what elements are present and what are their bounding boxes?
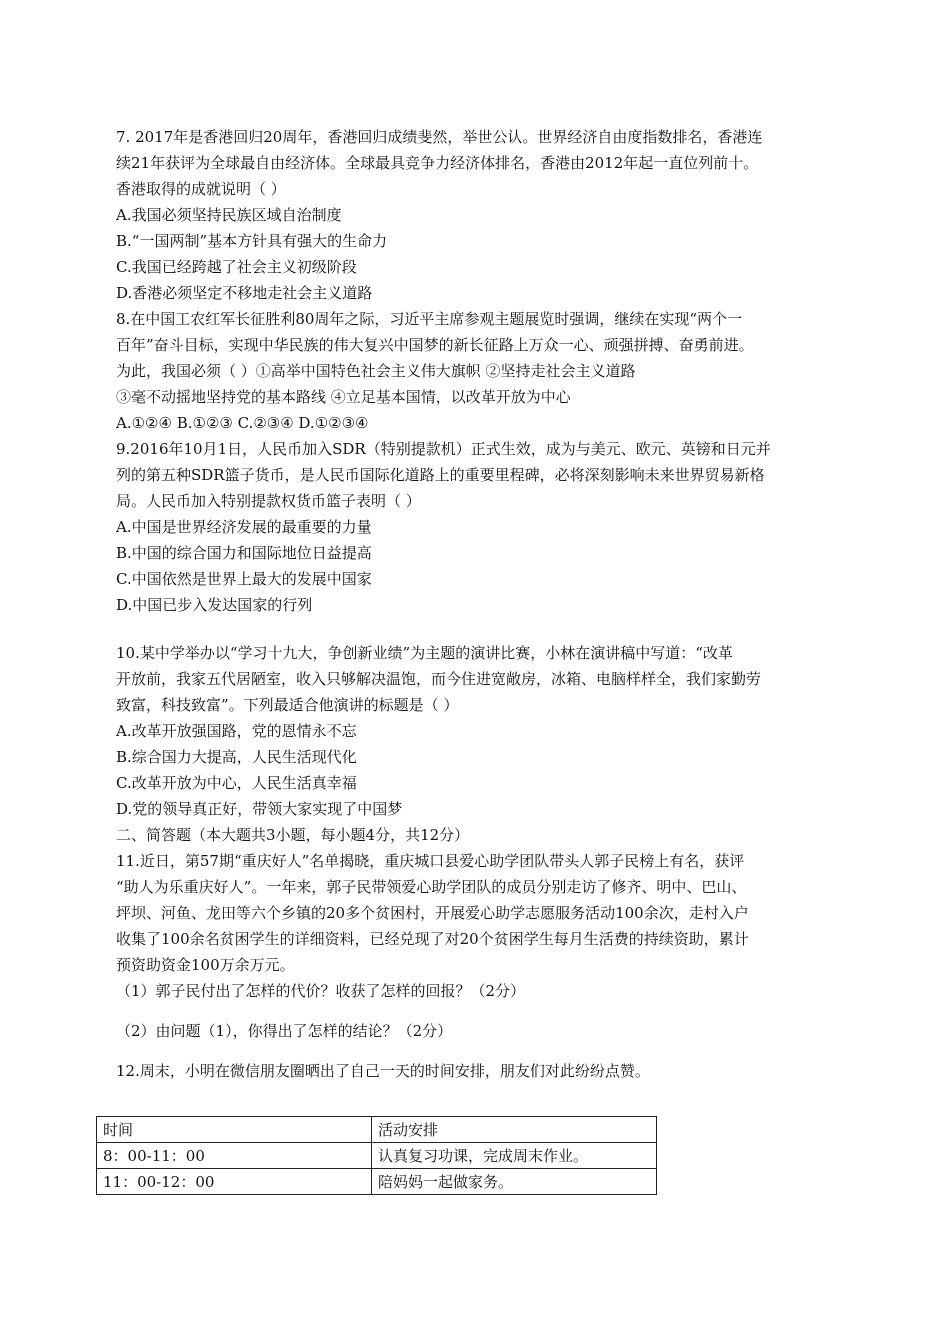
- question-7-line: 香港取得的成就说明（ ）: [116, 180, 286, 198]
- question-8-options: A.①②④ B.①②③ C.②③④ D.①②③④: [116, 414, 369, 432]
- question-10: [116, 640, 846, 822]
- question-7-line: 续21年获评为全球最自由经济体。全球最具竞争力经济体排名，香港由2012年起一直位列前十。: [116, 154, 759, 172]
- question-9-option-b: B.中国的综合国力和国际地位日益提高: [116, 544, 372, 562]
- spacer: [116, 618, 846, 640]
- question-11: [116, 848, 846, 1044]
- table-cell-activity: 认真复习功课，完成周末作业。: [372, 1143, 657, 1169]
- question-9-option-d: D.中国已步入发达国家的行列: [116, 596, 313, 614]
- question-8-line: 为此，我国必须（ ）①高举中国特色社会主义伟大旗帜 ②坚持走社会主义道路: [116, 362, 636, 380]
- table-cell-activity: 陪妈妈一起做家务。: [372, 1169, 657, 1195]
- exam-page: [116, 124, 846, 1084]
- question-7-line: 7. 2017年是香港回归20周年，香港回归成绩斐然，举世公认。世界经济自由度指数排名，香港连: [116, 128, 763, 146]
- question-10-option-b: B.综合国力大提高，人民生活现代化: [116, 748, 357, 766]
- question-9-line: 局。人民币加入特别提款权货币篮子表明（ ）: [116, 492, 421, 510]
- question-10-line: 致富，科技致富”。下列最适合他演讲的标题是（ ）: [116, 696, 459, 714]
- answer-space: [116, 1004, 846, 1018]
- question-11-sub-2: （2）由问题（1），你得出了怎样的结论？（2分）: [116, 1022, 453, 1040]
- question-10-option-d: D.党的领导真正好，带领大家实现了中国梦: [116, 800, 403, 818]
- question-9-option-a: A.中国是世界经济发展的最重要的力量: [116, 518, 372, 536]
- question-11-line: “助人为乐重庆好人”。一年来，郭子民带领爱心助学团队的成员分别走访了修齐、明中、巴山、: [116, 878, 747, 896]
- table-header-row: [97, 1117, 657, 1143]
- question-10-line: 10.某中学举办以“学习十九大，争创新业绩”为主题的演讲比赛，小林在演讲稿中写道：“改革: [116, 644, 733, 662]
- question-7: [116, 124, 846, 306]
- schedule-table: [96, 1116, 657, 1195]
- section-2-heading: 二、简答题（本大题共3小题，每小题4分，共12分）: [116, 826, 470, 844]
- table-cell-time: 8：00-11：00: [97, 1143, 372, 1169]
- question-9-line: 9.2016年10月1日，人民币加入SDR（特别提款机）正式生效，成为与美元、欧元、英镑和日元并: [116, 440, 771, 458]
- question-11-line: 预资助资金100万余万元。: [116, 956, 295, 974]
- question-11-sub-1: （1）郭子民付出了怎样的代价？收获了怎样的回报？（2分）: [116, 982, 526, 1000]
- question-10-option-a: A.改革开放强国路，党的恩情永不忘: [116, 722, 357, 740]
- question-9-option-c: C.中国依然是世界上最大的发展中国家: [116, 570, 372, 588]
- question-8-line: 8.在中国工农红军长征胜利80周年之际，习近平主席参观主题展览时强调，继续在实现“两个一: [116, 310, 743, 328]
- question-7-option-a: A.我国必须坚持民族区域自治制度: [116, 206, 342, 224]
- question-11-line: 11.近日，第57期“重庆好人”名单揭晓，重庆城口县爱心助学团队带头人郭子民榜上有名，获评: [116, 852, 745, 870]
- question-8-line: ③毫不动摇地坚持党的基本路线 ④立足基本国情，以改革开放为中心: [116, 388, 571, 406]
- table-row: [97, 1143, 657, 1169]
- question-9: [116, 436, 846, 618]
- question-11-line: 坪坝、河鱼、龙田等六个乡镇的20多个贫困村，开展爱心助学志愿服务活动100余次，走村入户: [116, 904, 749, 922]
- question-10-line: 开放前，我家五代居陋室，收入只够解决温饱，而今住进宽敞房，冰箱、电脑样样全，我们家勤劳: [116, 670, 762, 688]
- question-8-line: 百年”奋斗目标，实现中华民族的伟大复兴中国梦的新长征路上万众一心、顽强拼搏、奋勇前进。: [116, 336, 754, 354]
- table-row: [97, 1169, 657, 1195]
- question-7-option-d: D.香港必须坚定不移地走社会主义道路: [116, 284, 373, 302]
- question-8: [116, 306, 846, 436]
- question-11-line: 收集了100余名贫困学生的详细资料，已经兑现了对20个贫困学生每月生活费的持续资助，累计: [116, 930, 749, 948]
- answer-space: [116, 1044, 846, 1058]
- question-7-option-b: B.“一国两制”基本方针具有强大的生命力: [116, 232, 388, 250]
- question-7-option-c: C.我国已经跨越了社会主义初级阶段: [116, 258, 357, 276]
- question-10-option-c: C.改革开放为中心，人民生活真幸福: [116, 774, 357, 792]
- table-cell-time: 11：00-12：00: [97, 1169, 372, 1195]
- question-9-line: 列的第五种SDR篮子货币，是人民币国际化道路上的重要里程碑，必将深刻影响未来世界贸易新格: [116, 466, 765, 484]
- table-header-activity: 活动安排: [372, 1117, 657, 1143]
- table-header-time: 时间: [97, 1117, 372, 1143]
- question-12-intro: 12.周末，小明在微信朋友圈晒出了自己一天的时间安排，朋友们对此纷纷点赞。: [116, 1062, 650, 1080]
